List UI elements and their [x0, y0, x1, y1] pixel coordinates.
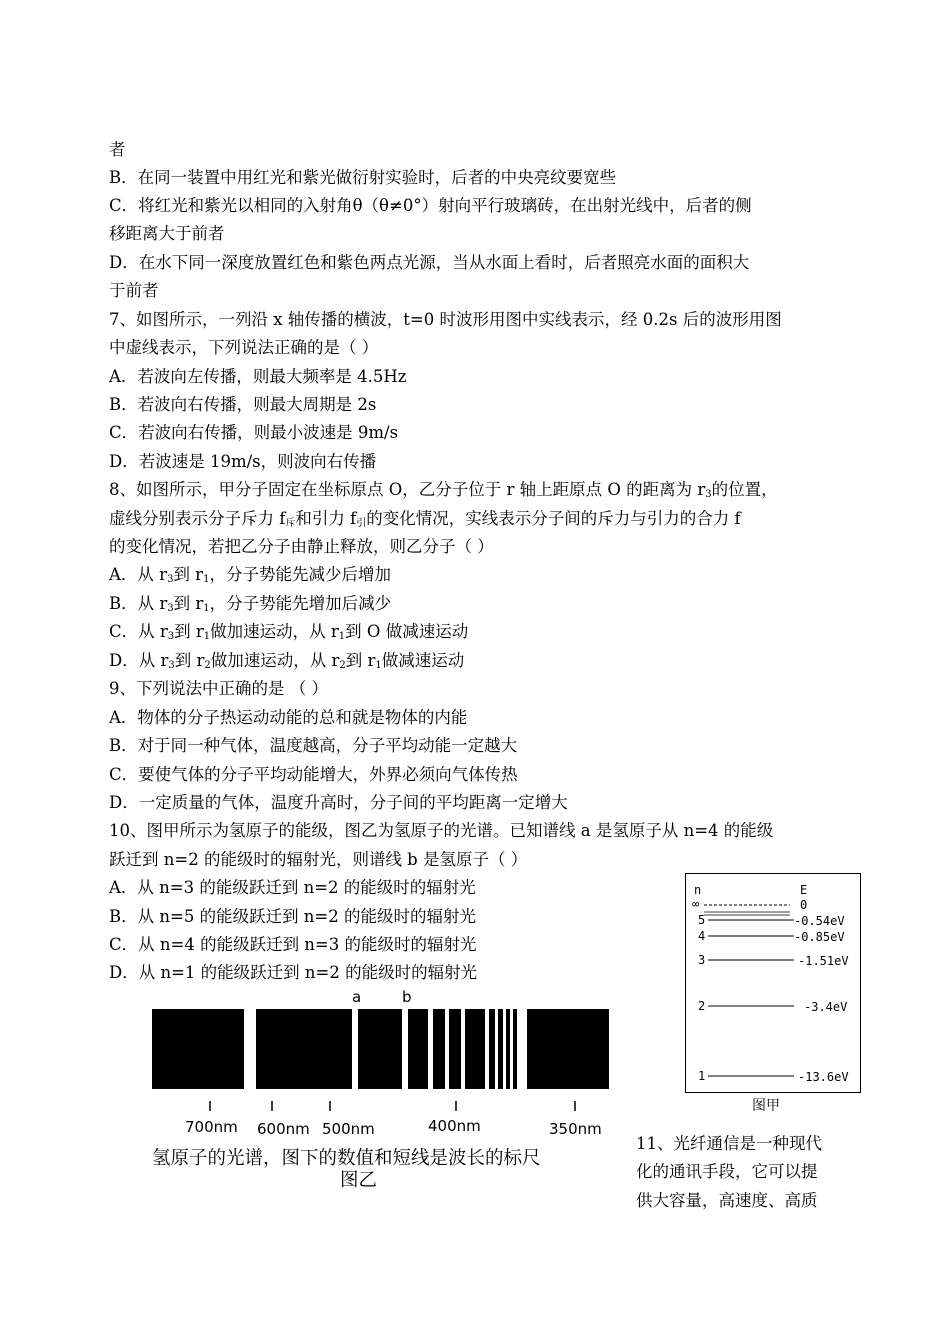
spectrum-band-block — [513, 1009, 517, 1089]
spectrum-band-block — [489, 1009, 495, 1089]
question-10-option-a: A．从 n=3 的能级跃迁到 n=2 的能级时的辐射光 — [109, 878, 476, 897]
question-7-stem: 7、如图所示，一列沿 x 轴传播的横波，t=0 时波形用图中实线表示，经 0.2s 后的波形用图 — [109, 310, 782, 329]
option-d: D．在水下同一深度放置红色和紫色两点光源，当从水面上看时，后者照亮水面的面积大 — [109, 253, 750, 272]
spectrum-band-block — [408, 1009, 428, 1089]
scale-tick-label: 600nm — [257, 1120, 310, 1138]
text-span: 做加速运动，从 r — [210, 651, 340, 670]
text-span: ，分子势能先增加后减少 — [209, 594, 392, 613]
question-8-option-b — [109, 593, 391, 615]
energy-header-e: E — [800, 883, 808, 897]
text-span: 8、如图所示，甲分子固定在坐标原点 O，乙分子位于 r 轴上距原点 O 的距离为 r — [109, 480, 706, 499]
question-9-option-d: D．一定质量的气体，温度升高时，分子间的平均距离一定增大 — [109, 793, 568, 812]
level-label-inf: ∞ — [692, 897, 700, 911]
level-energy-5: -0.54eV — [794, 914, 845, 928]
subscript: 斥 — [285, 518, 296, 529]
level-label-4: 4 — [698, 929, 706, 943]
level-label-3: 3 — [698, 953, 706, 967]
spectrum-band-block — [527, 1009, 609, 1089]
text-span: 的变化情况，实线表示分子间的斥力与引力的合力 f — [366, 509, 741, 528]
scale-tick-label: 700nm — [185, 1118, 238, 1136]
text-span: 到 r — [173, 594, 204, 613]
subscript: 3 — [167, 631, 175, 642]
question-10-stem: 10、图甲所示为氢原子的能级，图乙为氢原子的光谱。已知谱线 a 是氢原子从 n=4 的能级 — [109, 821, 774, 840]
level-energy-4: -0.85eV — [794, 930, 845, 944]
subscript: 3 — [167, 574, 174, 585]
spectrum-sub-caption: 图乙 — [340, 1170, 378, 1191]
spectrum-band-block — [498, 1009, 503, 1089]
question-11-text: 11、光纤通信是一种现代 — [636, 1134, 822, 1153]
question-8-stem: 的变化情况，若把乙分子由静止释放，则乙分子（ ） — [109, 537, 494, 556]
spectrum-band-block — [449, 1009, 461, 1089]
question-10-option-c: C．从 n=4 的能级跃迁到 n=3 的能级时的辐射光 — [109, 935, 477, 954]
spectrum-band-block — [465, 1009, 485, 1089]
text-line: 于前者 — [109, 281, 159, 300]
level-energy-2: -3.4eV — [804, 1000, 848, 1014]
text-span: 到 r — [174, 622, 204, 641]
energy-level-diagram — [685, 873, 861, 1093]
question-11-text: 供大容量，高速度、高质 — [636, 1191, 818, 1210]
question-8-option-a — [109, 564, 391, 586]
text-span: C．从 r — [109, 622, 168, 641]
level-energy-3: -1.51eV — [798, 954, 849, 968]
question-7-stem: 中虚线表示，下列说法正确的是（ ） — [109, 338, 379, 357]
question-7-option-c: C．若波向右传播，则最小波速是 9m/s — [109, 423, 399, 442]
level-label-1: 1 — [698, 1069, 706, 1083]
question-7-option-d: D．若波速是 19m/s，则波向右传播 — [109, 452, 377, 471]
question-8-stem — [109, 479, 778, 501]
option-c: C．将红光和紫光以相同的入射角θ（θ≠0°）射向平行玻璃砖，在出射光线中，后者的侧 — [109, 196, 752, 215]
subscript: 2 — [204, 660, 211, 671]
question-10-option-b: B．从 n=5 的能级跃迁到 n=2 的能级时的辐射光 — [109, 907, 477, 926]
text-span: 到 r — [173, 565, 204, 584]
text-span: 到 r — [345, 651, 376, 670]
subscript: 引 — [356, 518, 367, 529]
text-span: A．从 r — [109, 565, 168, 584]
text-span: 到 O 做减速运动 — [345, 622, 469, 641]
subscript: 3 — [168, 660, 175, 671]
subscript: 1 — [203, 631, 211, 642]
spectrum-band-block — [506, 1009, 510, 1089]
text-span: 做减速运动 — [381, 651, 465, 670]
question-10-option-d: D．从 n=1 的能级跃迁到 n=2 的能级时的辐射光 — [109, 963, 478, 982]
spectrum-band-block — [433, 1009, 445, 1089]
question-10-stem: 跃迁到 n=2 的能级时的辐射光，则谱线 b 是氢原子（ ） — [109, 850, 528, 869]
question-9-stem: 9、下列说法中正确的是 （ ） — [109, 679, 328, 698]
spectrum-band-block — [358, 1009, 402, 1089]
scale-tick-label: 400nm — [428, 1117, 481, 1135]
question-9-option-c: C．要使气体的分子平均动能增大，外界必须向气体传热 — [109, 765, 518, 784]
option-b: B．在同一装置中用红光和紫光做衍射实验时，后者的中央亮纹要宽些 — [109, 168, 617, 187]
text-line: 移距离大于前者 — [109, 224, 225, 243]
subscript: 2 — [339, 660, 346, 671]
subscript: 1 — [203, 603, 210, 614]
spectrum-band-block — [152, 1009, 244, 1089]
spectrum-band — [152, 1009, 609, 1089]
text-span: 到 r — [174, 651, 205, 670]
hydrogen-spectrum-figure — [140, 984, 620, 1198]
text-line: 者 — [109, 140, 126, 159]
subscript: 1 — [203, 574, 210, 585]
level-label-5: 5 — [698, 913, 706, 927]
spectrum-label-b: b — [402, 988, 412, 1006]
energy-diagram-caption: 图甲 — [752, 1098, 780, 1114]
question-7-option-a: A．若波向左传播，则最大频率是 4.5Hz — [109, 367, 407, 386]
spectrum-label-a: a — [352, 988, 362, 1006]
text-span: 和引力 f — [295, 509, 357, 528]
energy-header-n: n — [694, 883, 702, 897]
subscript: 1 — [338, 631, 346, 642]
scale-tick-label: 350nm — [549, 1120, 602, 1138]
level-label-2: 2 — [698, 999, 706, 1013]
level-energy-inf: 0 — [800, 898, 808, 912]
text-span: ，分子势能先减少后增加 — [209, 565, 391, 584]
question-8-option-c — [109, 621, 468, 643]
text-span: 做加速运动，从 r — [210, 622, 339, 641]
subscript: 1 — [375, 660, 382, 671]
text-span: B．从 r — [109, 594, 168, 613]
text-span: D．从 r — [109, 651, 169, 670]
text-span: 虚线分别表示分子斥力 f — [109, 509, 286, 528]
question-9-option-a: A．物体的分子热运动动能的总和就是物体的内能 — [109, 708, 468, 727]
spectrum-caption: 氢原子的光谱，图下的数值和短线是波长的标尺 — [152, 1148, 541, 1169]
question-11-text: 化的通讯手段，它可以提 — [636, 1162, 818, 1181]
level-energy-1: -13.6eV — [798, 1070, 849, 1084]
subscript: 3 — [705, 489, 712, 500]
question-8-stem — [109, 508, 741, 530]
subscript: 3 — [167, 603, 174, 614]
scale-tick-label: 500nm — [322, 1120, 375, 1138]
question-9-option-b: B．对于同一种气体，温度越高，分子平均动能一定越大 — [109, 736, 518, 755]
question-7-option-b: B．若波向右传播，则最大周期是 2s — [109, 395, 377, 414]
question-8-option-d — [109, 650, 464, 672]
text-span: 的位置， — [711, 480, 778, 499]
spectrum-band-block — [256, 1009, 352, 1089]
